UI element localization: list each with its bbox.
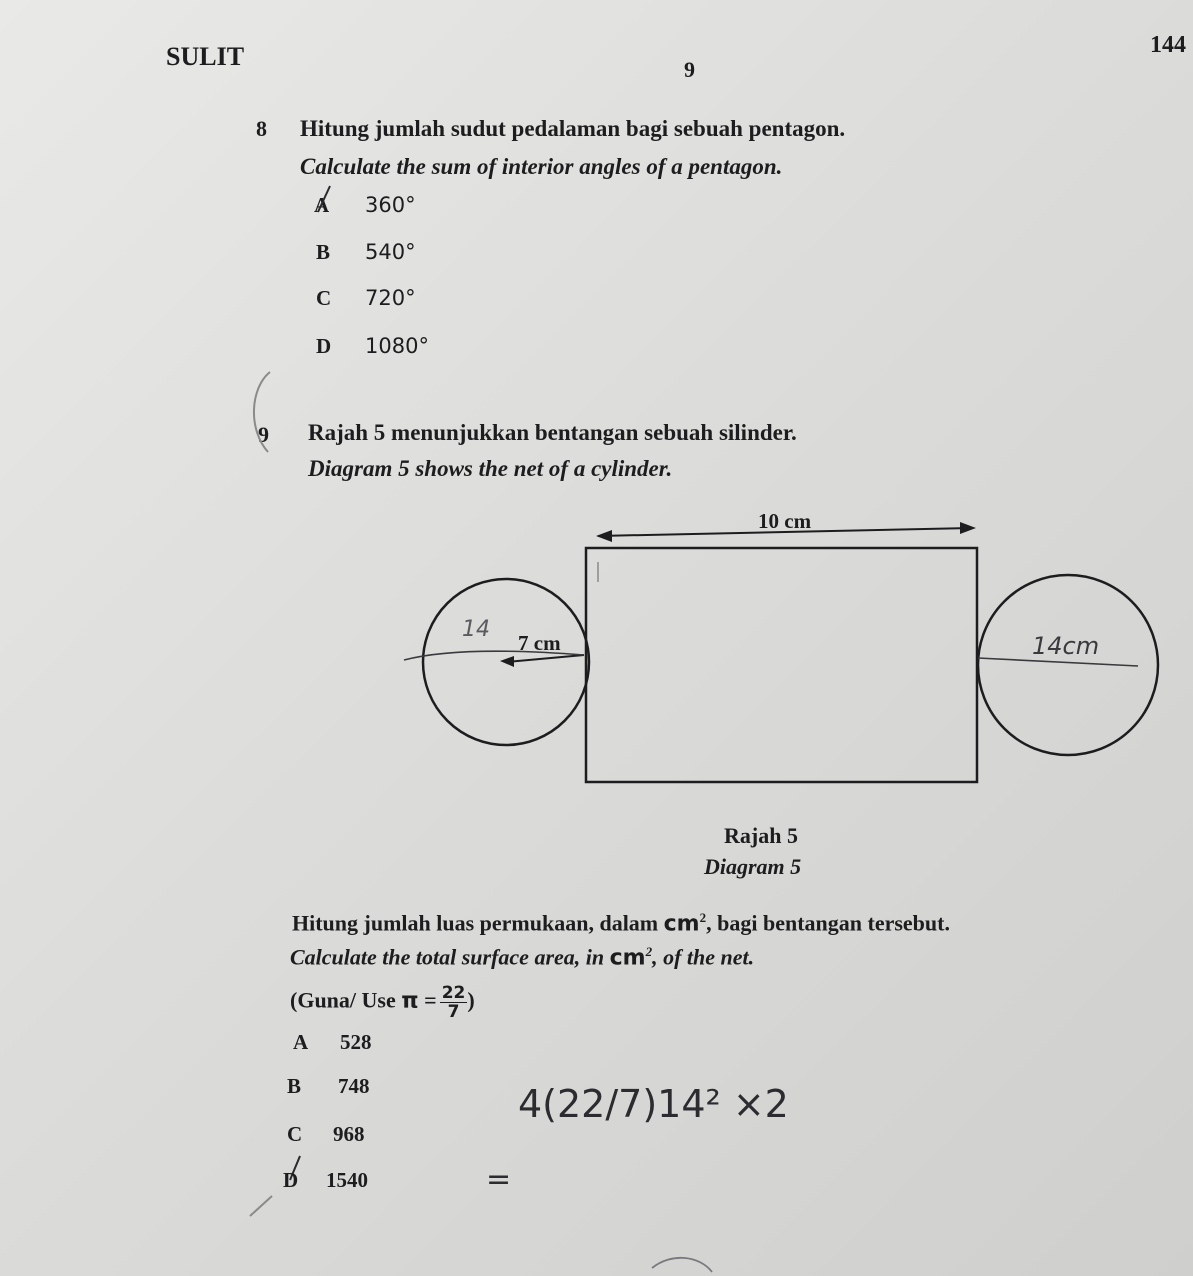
tick-mark-q8 <box>318 186 330 212</box>
q8-option-a-letter: A <box>314 193 330 217</box>
handwritten-working-line2: = <box>486 1162 512 1197</box>
q8-option-d-value: 1080° <box>365 334 429 358</box>
question-9-prompt-ms: Hitung jumlah luas permukaan, dalam $cm^2$, bagi bentangan tersebut. <box>292 910 950 937</box>
pen-stroke-q9 <box>250 1196 272 1216</box>
length-arrow-left-head <box>596 530 612 542</box>
q9-option-b-value: 748 <box>338 1074 370 1098</box>
q8-option-c-value: 720° <box>365 286 416 310</box>
q8-option-b-value: 540° <box>365 240 416 264</box>
radius-label: 7 cm <box>518 631 561 655</box>
length-arrow-right-head <box>960 522 976 534</box>
page-code: 144 <box>1150 32 1186 58</box>
pen-stroke-bottom <box>652 1258 712 1272</box>
question-9-number: 9 <box>258 422 269 447</box>
diagram-caption-en: Diagram 5 <box>704 854 802 879</box>
sulit-label: SULIT <box>166 42 245 71</box>
question-9-prompt-en: Calculate the total surface area, in $cm^2$, of the net. <box>290 944 755 971</box>
radius-line <box>506 655 584 662</box>
diagram-caption-ms: Rajah 5 <box>724 823 798 848</box>
pi-hint: (Guna/ Use π = $\frac{22}{7}$ ) <box>290 983 475 1022</box>
q9-option-b-letter: B <box>287 1074 302 1098</box>
q9-option-c-letter: C <box>287 1122 303 1146</box>
q9-option-c-value: 968 <box>333 1122 365 1146</box>
q9-option-d-letter: D <box>283 1168 299 1192</box>
handwritten-left-note: 14 <box>462 617 490 642</box>
question-9-text-ms: Rajah 5 menunjukkan bentangan sebuah silinder. <box>308 420 797 445</box>
handwritten-right-note: 14cm <box>1032 632 1100 660</box>
handwritten-working-line1: 4(22/7)14² ×2 <box>518 1082 789 1126</box>
q8-option-c-letter: C <box>316 286 332 310</box>
q8-option-b-letter: B <box>316 240 331 264</box>
q9-option-d-value: 1540 <box>326 1168 368 1192</box>
question-8-text-en: Calculate the sum of interior angles of a pentagon. <box>300 154 783 179</box>
q9-option-a-letter: A <box>293 1030 309 1054</box>
q8-option-d-letter: D <box>316 334 332 358</box>
page-number: 9 <box>684 57 695 82</box>
length-label: 10 cm <box>758 509 812 533</box>
q8-option-a-value: 360° <box>365 193 416 217</box>
question-8-number: 8 <box>256 116 267 141</box>
radius-arrow-head <box>500 656 514 667</box>
question-9-text-en: Diagram 5 shows the net of a cylinder. <box>308 456 673 481</box>
q9-option-a-value: 528 <box>340 1030 372 1054</box>
net-rectangle <box>586 548 977 782</box>
question-8-text-ms: Hitung jumlah sudut pedalaman bagi sebuah pentagon. <box>300 116 846 141</box>
pen-bracket <box>254 372 270 452</box>
